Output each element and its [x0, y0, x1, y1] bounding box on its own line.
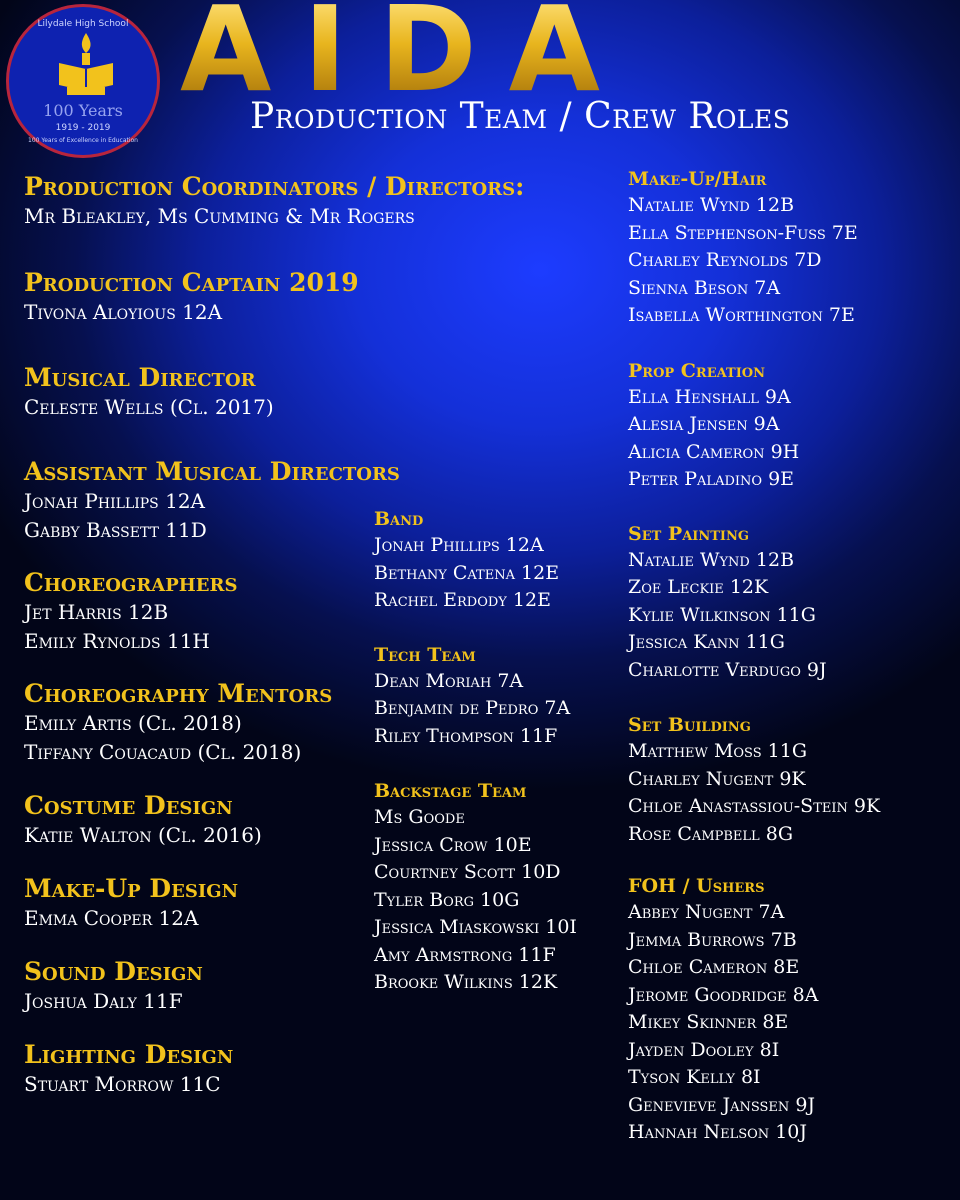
- credit-section: [374, 642, 624, 751]
- section-title: Set Painting: [628, 522, 749, 545]
- crew-member: Riley Thompson 11F: [374, 724, 558, 747]
- section-title: Band: [374, 508, 424, 530]
- credit-section: [24, 172, 525, 231]
- crew-member: Courtney Scott 10D: [374, 861, 561, 883]
- credit-section: [628, 521, 948, 685]
- section-title: Choreographers: [24, 568, 238, 597]
- crew-member: Genevieve Janssen 9J: [628, 1093, 816, 1116]
- crew-member: Ms Goode: [374, 806, 465, 828]
- title-letter: D: [378, 0, 477, 118]
- crew-member: Kylie Wilkinson 11G: [628, 603, 816, 626]
- crew-member: Natalie Wynd 12B: [628, 194, 795, 216]
- section-title: Production Captain 2019: [24, 268, 359, 297]
- crew-member: Zoe Leckie 12K: [628, 576, 769, 598]
- crew-member: Sienna Beson 7A: [628, 276, 781, 299]
- logo-years-range: 1919 - 2019: [55, 123, 111, 133]
- crew-member: Matthew Moss 11G: [628, 740, 808, 762]
- logo-school-name: Lilydale High School: [37, 19, 129, 29]
- section-title: Production Coordinators / Directors:: [24, 172, 525, 201]
- crew-member: Tivona Aloyious 12A: [24, 300, 223, 324]
- section-title: Make-Up/Hair: [628, 168, 767, 190]
- crew-member: Stuart Morrow 11C: [24, 1072, 221, 1096]
- crew-member: Ella Henshall 9A: [628, 385, 791, 408]
- credit-section: [628, 873, 948, 1147]
- crew-member: Peter Paladino 9E: [628, 468, 795, 490]
- crew-member: Jayden Dooley 8I: [628, 1038, 780, 1061]
- crew-member: Charlotte Verdugo 9J: [628, 658, 827, 681]
- credit-section: [374, 506, 624, 615]
- logo-motto: 100 Years of Excellence in Education: [28, 137, 138, 144]
- crew-member: Jemma Burrows 7B: [628, 928, 797, 951]
- credit-section: [628, 358, 948, 494]
- credit-section: [374, 778, 624, 997]
- title-letter: A: [180, 0, 272, 118]
- title-letter: A: [508, 0, 600, 118]
- section-title: Prop Creation: [628, 359, 765, 382]
- crew-member: Jonah Phillips 12A: [24, 489, 206, 513]
- crew-member: Rose Campbell 8G: [628, 822, 793, 845]
- crew-member: Tiffany Couacaud (Cl. 2018): [24, 740, 302, 764]
- section-title: Tech Team: [374, 643, 476, 666]
- crew-member: Alicia Cameron 9H: [628, 440, 800, 463]
- crew-member: Mikey Skinner 8E: [628, 1011, 789, 1033]
- torch-book-emblem-icon: [53, 29, 119, 99]
- crew-member: Tyler Borg 10G: [374, 888, 520, 911]
- section-title: FOH / Ushers: [628, 875, 765, 897]
- credit-section: [24, 1040, 444, 1099]
- crew-member: Emily Rynolds 11H: [24, 629, 210, 653]
- section-title: Make-Up Design: [24, 874, 239, 903]
- crew-member: Isabella Worthington 7E: [628, 304, 855, 326]
- credit-section: [24, 363, 444, 422]
- crew-member: Dean Moriah 7A: [374, 669, 524, 692]
- logo-years: 100 Years: [43, 101, 123, 120]
- credit-section: [24, 268, 444, 327]
- section-title: Musical Director: [24, 363, 256, 392]
- crew-member: Ella Stephenson-Fuss 7E: [628, 221, 858, 244]
- middle-column: [374, 506, 624, 997]
- crew-member: Gabby Bassett 11D: [24, 518, 207, 542]
- section-title: Assistant Musical Directors: [24, 457, 400, 486]
- section-title: Backstage Team: [374, 780, 527, 802]
- poster-subtitle: Production Team / Crew Roles: [250, 96, 791, 137]
- crew-member: Benjamin de Pedro 7A: [374, 697, 571, 719]
- show-title: [180, 0, 600, 118]
- crew-member: Natalie Wynd 12B: [628, 548, 795, 571]
- section-title: Lighting Design: [24, 1040, 234, 1069]
- crew-member: Chloe Anastassiou-Stein 9K: [628, 795, 881, 817]
- section-title: Sound Design: [24, 957, 203, 986]
- crew-member: Abbey Nugent 7A: [628, 901, 785, 923]
- crew-member: Jessica Kann 11G: [628, 631, 785, 653]
- crew-member: Katie Walton (Cl. 2016): [24, 823, 262, 847]
- credit-section: [628, 712, 948, 848]
- title-letter: I: [303, 0, 348, 118]
- crew-member: Emily Artis (Cl. 2018): [24, 711, 242, 735]
- crew-member: Amy Armstrong 11F: [374, 943, 556, 966]
- crew-member: Brooke Wilkins 12K: [374, 971, 558, 993]
- crew-member: Jessica Crow 10E: [374, 833, 532, 856]
- crew-member: Chloe Cameron 8E: [628, 956, 800, 978]
- school-logo: [6, 4, 160, 158]
- crew-member: Jonah Phillips 12A: [374, 534, 544, 556]
- crew-member: Jessica Miaskowski 10I: [374, 916, 577, 938]
- section-title: Choreography Mentors: [24, 679, 333, 708]
- right-column: [628, 166, 948, 1147]
- crew-member: Alesia Jensen 9A: [628, 413, 780, 435]
- crew-member: Emma Cooper 12A: [24, 906, 199, 930]
- credit-section: [628, 166, 948, 330]
- crew-member: Charley Reynolds 7D: [628, 249, 822, 271]
- crew-member: Jerome Goodridge 8A: [628, 983, 819, 1006]
- crew-member: Charley Nugent 9K: [628, 767, 806, 790]
- crew-member: Joshua Daly 11F: [24, 989, 183, 1013]
- crew-member: Bethany Catena 12E: [374, 561, 560, 584]
- crew-member: Rachel Erdody 12E: [374, 589, 551, 611]
- section-title: Costume Design: [24, 791, 233, 820]
- crew-member: Celeste Wells (Cl. 2017): [24, 395, 274, 419]
- crew-member: Tyson Kelly 8I: [628, 1066, 761, 1088]
- section-title: Set Building: [628, 714, 751, 736]
- crew-member: Jet Harris 12B: [24, 600, 169, 624]
- crew-member: Mr Bleakley, Ms Cumming & Mr Rogers: [24, 204, 415, 228]
- crew-member: Hannah Nelson 10J: [628, 1121, 807, 1143]
